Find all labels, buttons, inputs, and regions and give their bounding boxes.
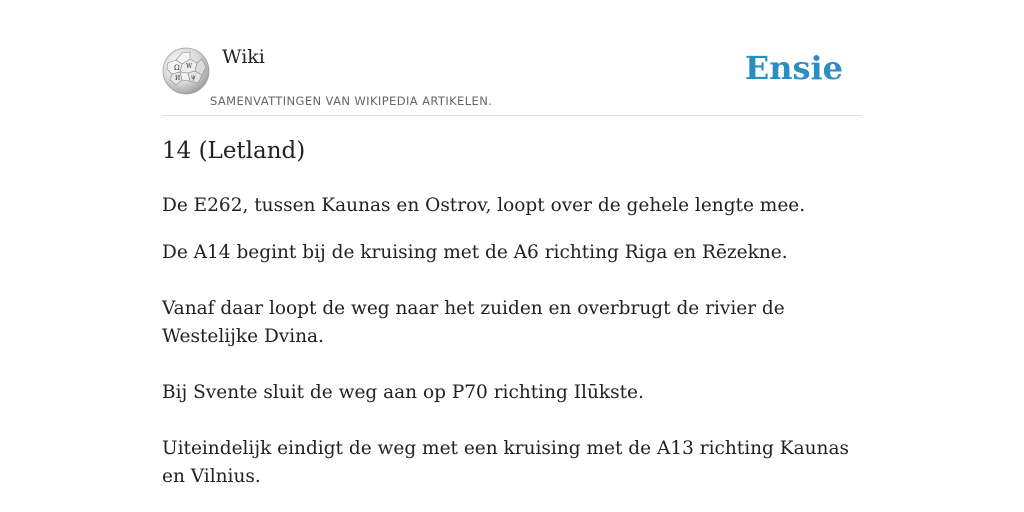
article-paragraph: Vanaf daar loopt de weg naar het zuiden en overbrugt de rivier de Westelijke Dvina. [162, 298, 785, 347]
page [162, 0, 862, 487]
article-paragraph: De A14 begint bij de kruising met de A6 richting Riga en Rēzekne. [162, 242, 788, 263]
page-title: 14 (Letland) [162, 138, 306, 164]
svg-text:ψ: ψ [191, 74, 196, 81]
site-header [162, 0, 862, 116]
article-paragraph: Uiteindelijk eindigt de weg met een kruising met de A13 richting Kaunas en Vilnius. [162, 438, 849, 487]
article-content [162, 192, 862, 491]
svg-text:И: И [175, 75, 181, 82]
svg-text:W: W [186, 63, 193, 70]
site-tagline: SAMENVATTINGEN VAN WIKIPEDIA ARTIKELEN. [210, 94, 493, 108]
wikipedia-globe-icon[interactable] [162, 47, 210, 95]
ensie-brand-link[interactable]: Ensie [744, 49, 843, 87]
svg-text:Ω: Ω [174, 64, 180, 72]
article-paragraph: Bij Svente sluit de weg aan op P70 richting Ilūkste. [162, 382, 644, 403]
wiki-link[interactable]: Wiki [222, 46, 265, 68]
article-paragraph: De E262, tussen Kaunas en Ostrov, loopt over de gehele lengte mee. [162, 195, 806, 216]
